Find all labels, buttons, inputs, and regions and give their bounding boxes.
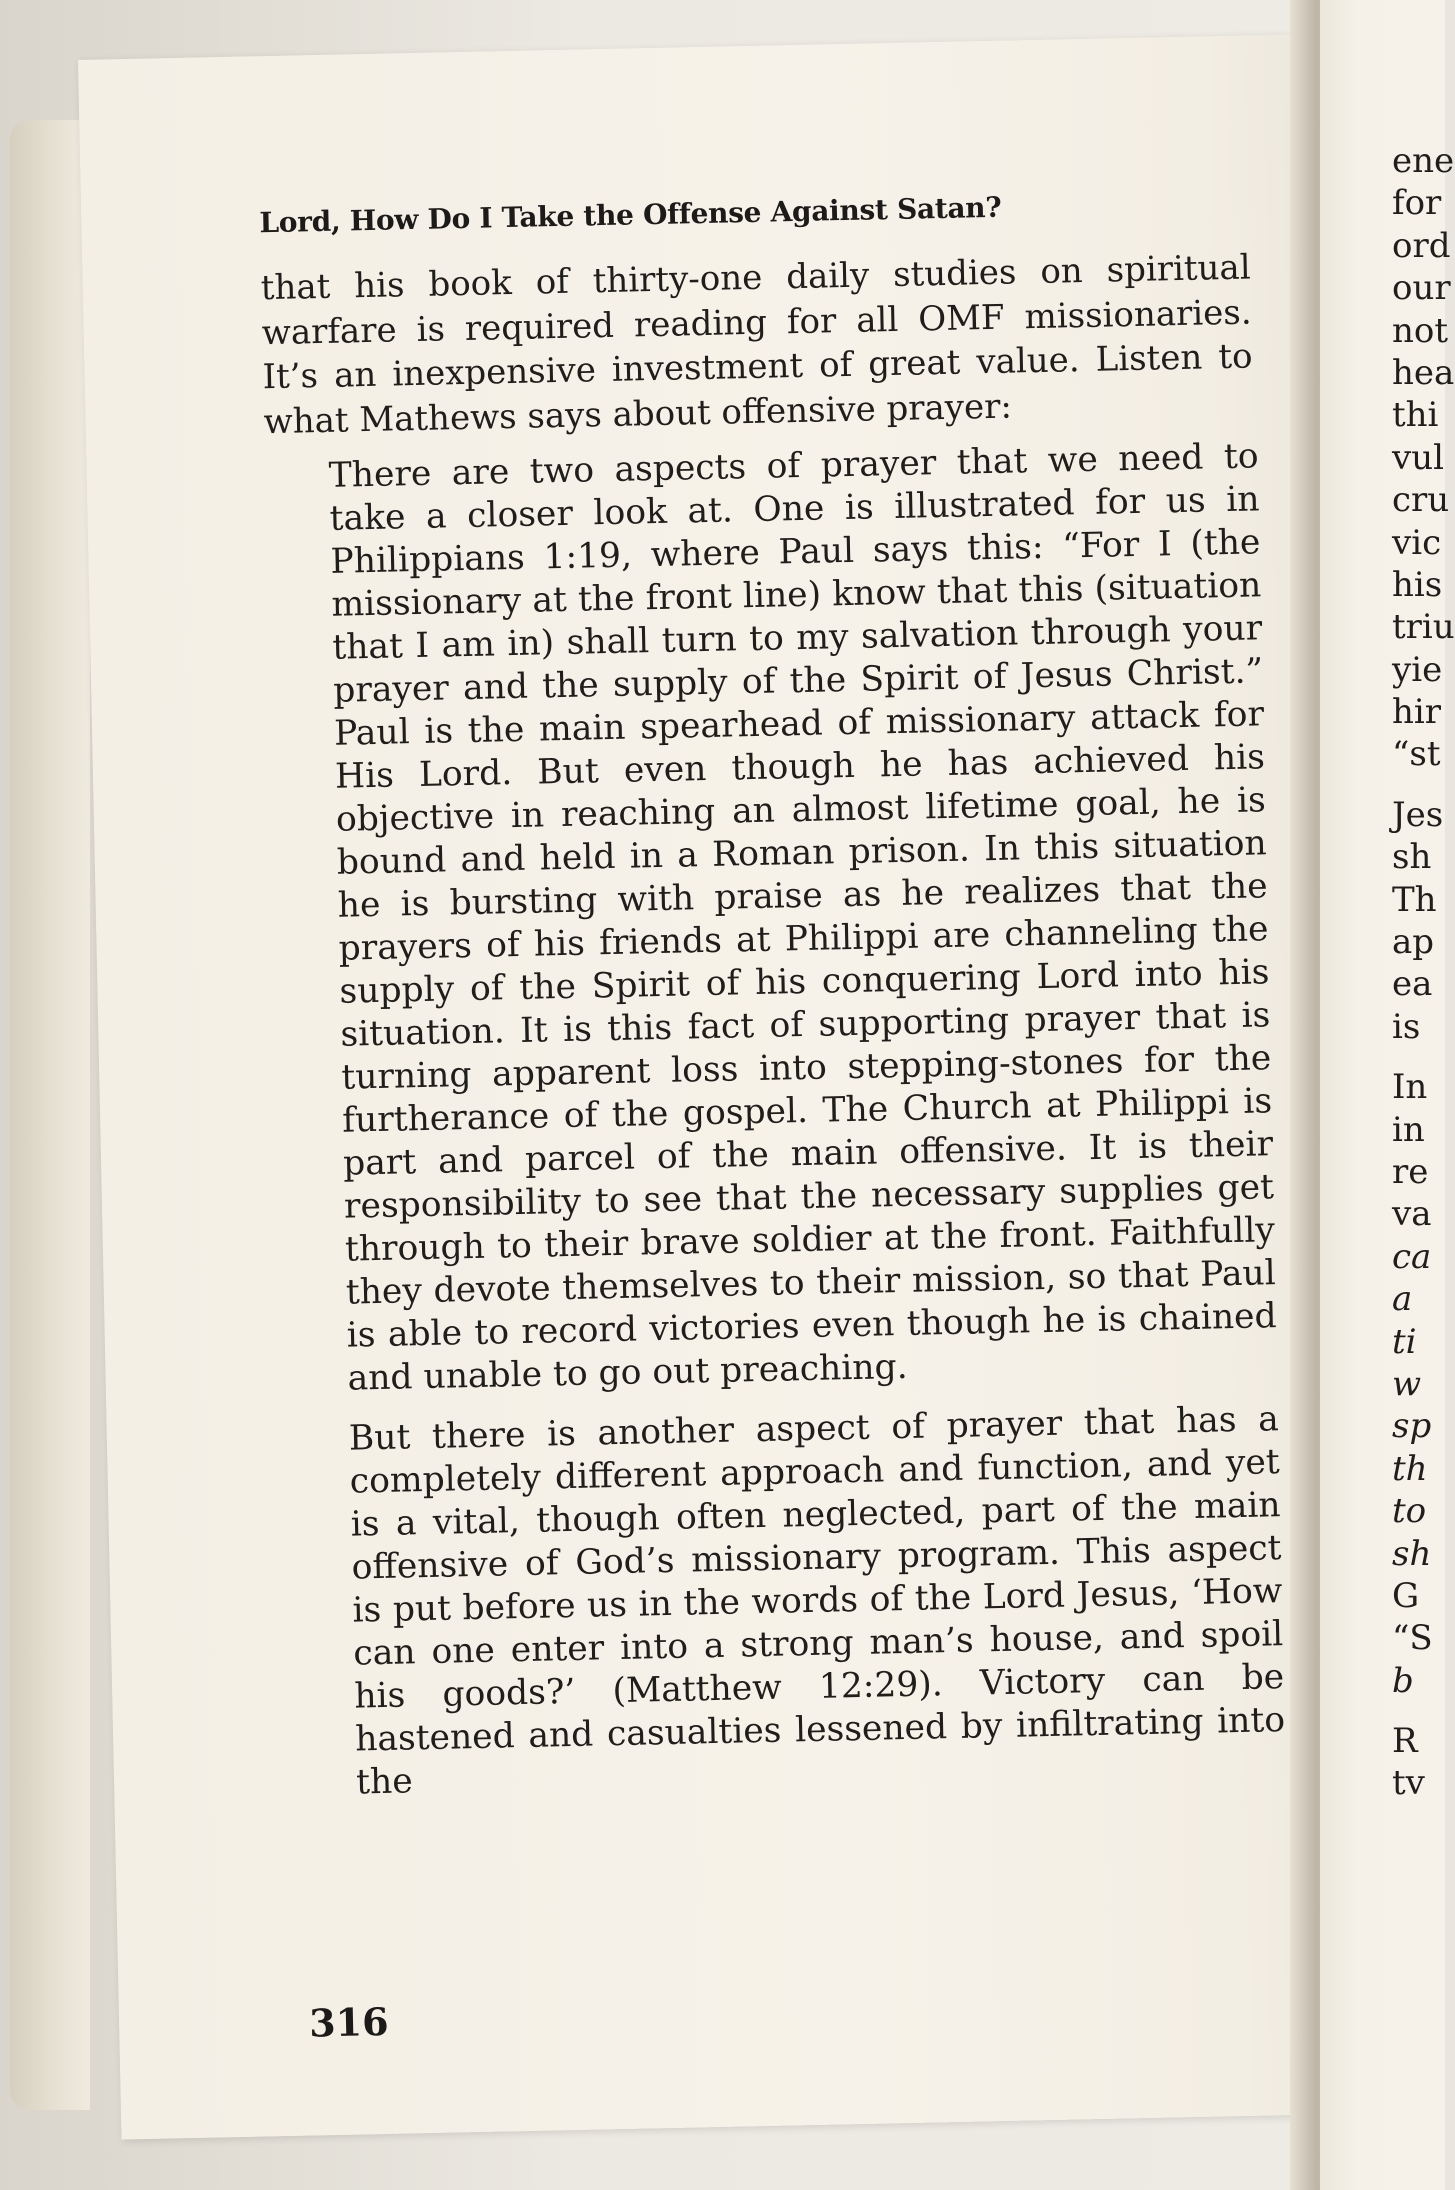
- facing-line: Th: [1392, 879, 1437, 920]
- running-head: Lord, How Do I Take the Offense Against Satan?: [259, 190, 1002, 240]
- facing-line: tv: [1392, 1763, 1425, 1804]
- facing-line: for: [1392, 183, 1442, 224]
- facing-line: “S: [1392, 1618, 1433, 1659]
- facing-line: G: [1392, 1575, 1420, 1616]
- facing-page-text: [1392, 140, 1455, 1805]
- facing-line: ap: [1392, 922, 1435, 963]
- facing-line: w: [1392, 1363, 1422, 1404]
- facing-line: to: [1392, 1491, 1427, 1532]
- facing-line: “st: [1392, 734, 1441, 775]
- facing-line: sh: [1392, 837, 1432, 878]
- facing-line: th: [1392, 1448, 1428, 1489]
- facing-line: yie: [1392, 649, 1443, 690]
- facing-line: hir: [1392, 692, 1442, 733]
- page-edge-stack: [10, 120, 90, 2110]
- facing-line: cru: [1392, 480, 1450, 521]
- facing-line: vul: [1392, 437, 1444, 478]
- facing-line: is: [1392, 1006, 1421, 1047]
- facing-line: In: [1392, 1067, 1428, 1108]
- block-quote: [328, 435, 1286, 1821]
- facing-line: ene: [1392, 141, 1455, 181]
- facing-line: ea: [1392, 964, 1433, 1005]
- facing-line: Jes: [1392, 794, 1444, 835]
- quote-paragraph-1: There are two aspects of prayer that we need to take a closer look at. One is illustrated for us in Philippians 1:19, where Paul says this: “For I (the missionary at the front line) know that this (situation that I am in) shall turn to my salvation through your prayer and the supply of the Spirit of Jesus Christ.” Paul is the main spearhead of missionary attack for His Lord. But even though he has achieved his objective in reaching an almost lifetime goal, he is bound and held in a Roman prison. In this situation he is bursting with praise as he realizes that the prayers of his friends at Philippi are channeling the supply of the Spirit of his conquering Lord into his situation. It is this fact of supporting prayer that is turning apparent loss into stepping-stones for the furtherance of the gospel. The Church at Philippi is part and parcel of the main offensive. It is their responsibility to see that the necessary supplies get through to their brave soldier at the front. Faithfully they devote themselves to their mission, so that Paul is able to record victories even though he is chained and unable to go out preaching.: [328, 436, 1277, 1399]
- facing-line: thi: [1392, 395, 1439, 436]
- facing-line: b: [1392, 1660, 1414, 1701]
- facing-line: a: [1392, 1279, 1413, 1320]
- facing-line: in: [1392, 1109, 1425, 1150]
- facing-line: our: [1392, 268, 1451, 309]
- facing-line: ord: [1392, 225, 1451, 266]
- facing-line: vic: [1392, 522, 1442, 563]
- facing-line: not: [1392, 310, 1449, 351]
- facing-line: hea: [1392, 352, 1455, 393]
- facing-line: ca: [1392, 1236, 1432, 1277]
- facing-line: sh: [1392, 1533, 1432, 1574]
- facing-line: re: [1392, 1151, 1429, 1192]
- quote-paragraph-2: But there is another aspect of prayer that has a completely different approach and function, and yet is a vital, though often neglected, part of the main offensive of God’s missionary program. This aspect is put before us in the words of the Lord Jesus, ‘How can one enter into a strong man’s house, and spoil his goods?’ (Matthew 12:29). Victory can be hastened and casualties lessened by infiltrating into the: [348, 1399, 1286, 1803]
- facing-line: triu: [1392, 607, 1455, 648]
- facing-line: sp: [1392, 1406, 1432, 1447]
- facing-line: his: [1392, 564, 1443, 605]
- facing-line: R: [1392, 1721, 1418, 1762]
- left-page: [78, 34, 1366, 2140]
- facing-line: va: [1392, 1194, 1432, 1235]
- intro-paragraph: that his book of thirty-one daily studies on spiritual warfare is required reading for all OMF missionaries. It’s an inexpensive investment of great value. Listen to what Mathews says about offensive prayer:: [260, 247, 1253, 442]
- page-number: 316: [308, 1998, 389, 2046]
- facing-line: ti: [1392, 1321, 1417, 1362]
